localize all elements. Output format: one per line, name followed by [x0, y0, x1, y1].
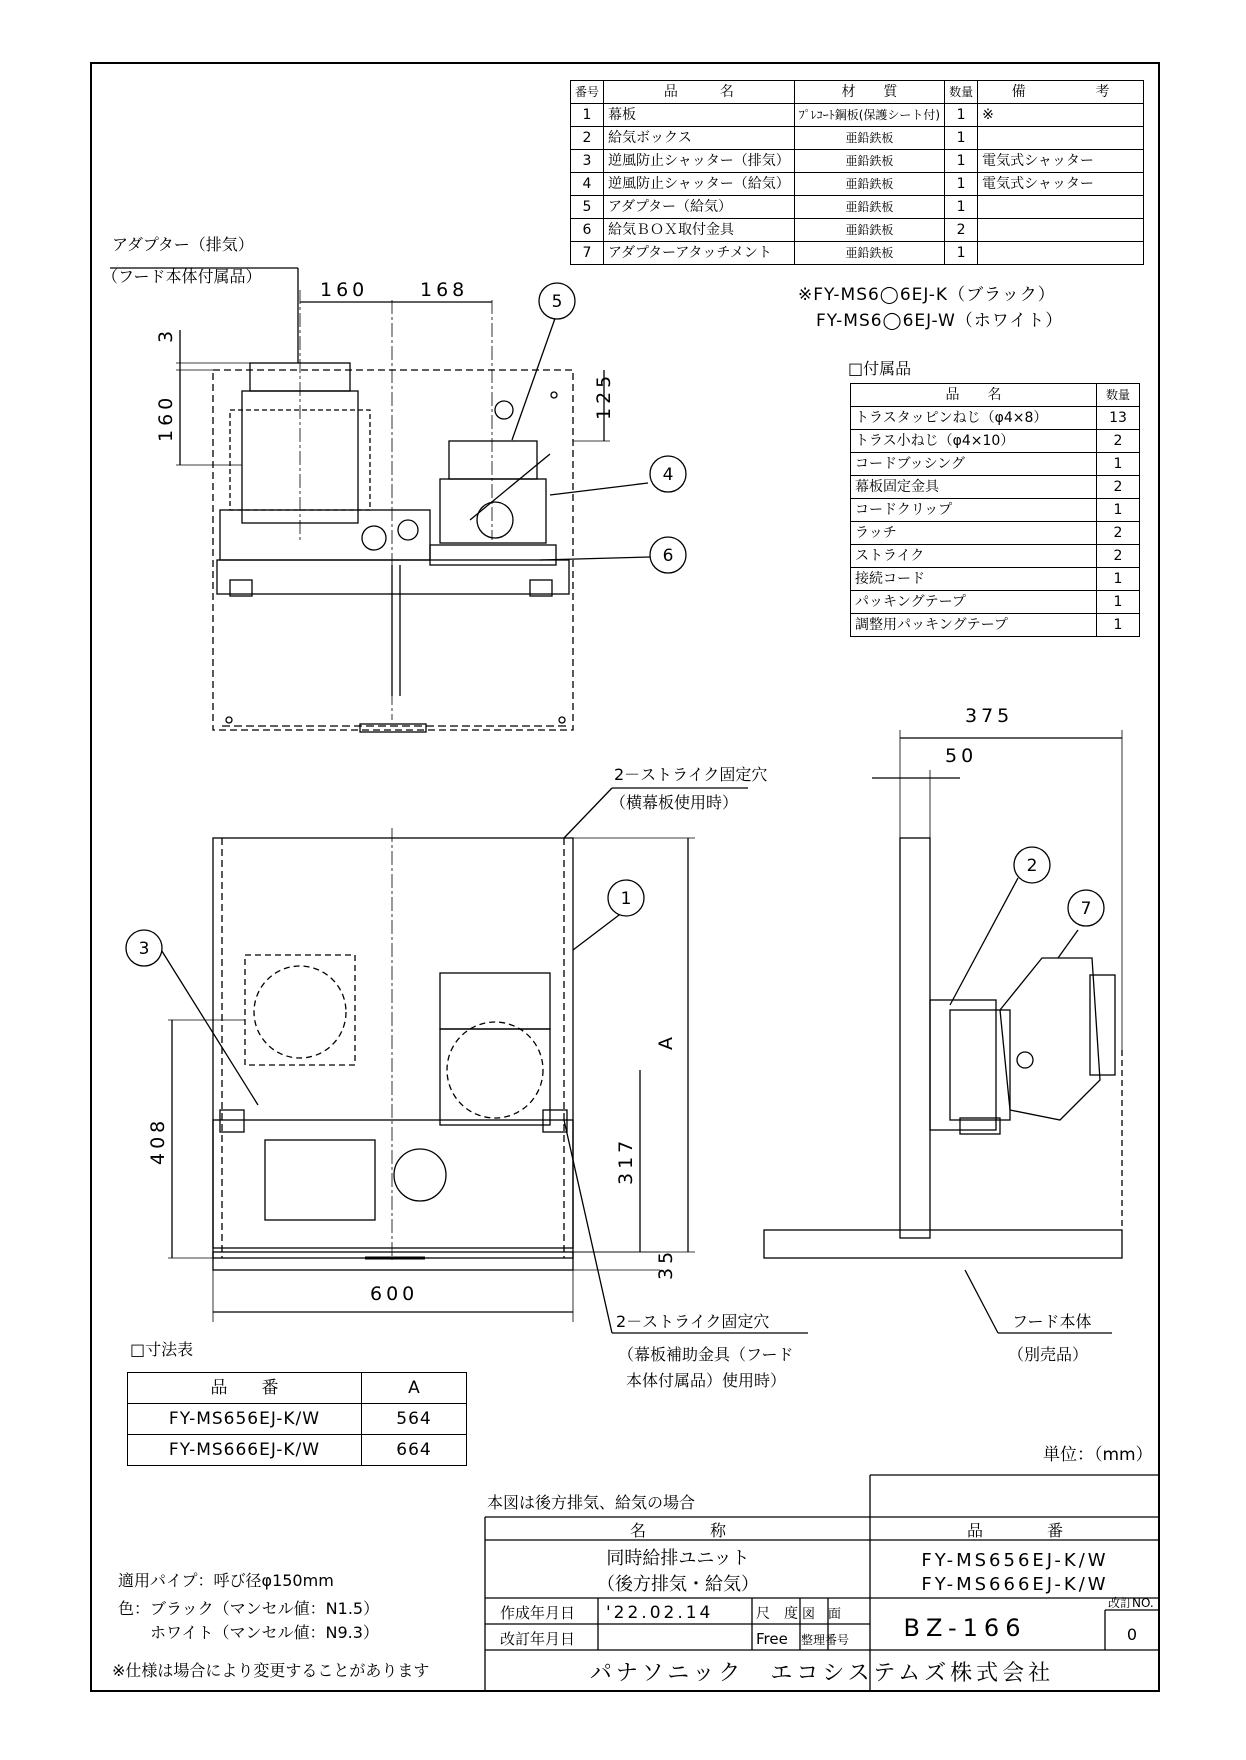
label-strike-hole-bottom: 2－ストライク固定穴 — [616, 1312, 770, 1331]
parts-no: 2 — [571, 127, 604, 150]
parts-no: 1 — [571, 104, 604, 127]
accessory-name: コードクリップ — [851, 499, 1097, 522]
callout-3: 3 — [138, 939, 150, 959]
accessory-qty: 1 — [1097, 614, 1140, 637]
parts-name: アダプターアタッチメント — [604, 242, 795, 265]
tb-rev-no: 0 — [1126, 1625, 1138, 1644]
acc-header-qty: 数量 — [1097, 384, 1140, 407]
parts-qty: 1 — [945, 127, 978, 150]
accessories-title: □付属品 — [848, 359, 912, 378]
dim-row-a: 564 — [362, 1404, 467, 1435]
tb-number-header: 品 番 — [966, 1521, 1064, 1540]
tb-name2: （後方排気・給気） — [597, 1574, 759, 1595]
tb-drawing-no: BZ-166 — [903, 1614, 1027, 1642]
tb-pn1: FY-MS656EJ-K/W — [921, 1550, 1109, 1571]
accessory-qty: 1 — [1097, 568, 1140, 591]
parts-header-no: 番号 — [571, 81, 604, 104]
parts-qty: 1 — [945, 173, 978, 196]
accessory-qty: 2 — [1097, 476, 1140, 499]
parts-qty: 1 — [945, 196, 978, 219]
dimension-table-title: □寸法表 — [130, 1340, 194, 1359]
accessory-qty: 2 — [1097, 430, 1140, 453]
label-unit: 単位：（mm） — [1043, 1445, 1153, 1465]
label-adapter-exhaust-sub: （フード本体付属品） — [102, 267, 262, 286]
dim-160-left: 160 — [155, 393, 177, 442]
dim-row-pn: FY-MS666EJ-K/W — [128, 1435, 362, 1466]
parts-header-remarks: 備 考 — [978, 81, 1144, 104]
dim-375: 375 — [965, 705, 1014, 727]
tb-name1: 同時給排ユニット — [606, 1548, 750, 1569]
parts-no: 7 — [571, 242, 604, 265]
label-strike-hole-top-sub: （横幕板使用時） — [610, 793, 739, 812]
parts-qty: 1 — [945, 242, 978, 265]
dim-header-a: A — [362, 1373, 467, 1404]
parts-material: 亜鉛鉄板 — [794, 150, 944, 173]
spec-disclaimer: ※仕様は場合により変更することがあります — [112, 1661, 430, 1680]
tb-drawing-label: 図 面 — [802, 1607, 842, 1622]
accessory-name: ストライク — [851, 545, 1097, 568]
parts-material: 亜鉛鉄板 — [794, 196, 944, 219]
dim-header-pn: 品 番 — [128, 1373, 362, 1404]
parts-no: 3 — [571, 150, 604, 173]
tb-name-header: 名 称 — [629, 1521, 727, 1540]
tb-pn2: FY-MS666EJ-K/W — [921, 1574, 1109, 1595]
label-strike-hole-bottom-sub2: 本体付属品）使用時） — [626, 1371, 787, 1390]
accessory-name: パッキングテープ — [851, 591, 1097, 614]
parts-header-qty: 数量 — [945, 81, 978, 104]
spec-color-black: 色：ブラック（マンセル値：N1.5） — [118, 1599, 380, 1618]
accessory-name: トラスタッピンねじ（φ4×8） — [851, 407, 1097, 430]
callout-2: 2 — [1026, 856, 1038, 876]
dim-a: A — [655, 1033, 677, 1050]
parts-no: 6 — [571, 219, 604, 242]
tb-created-value: '22.02.14 — [606, 1603, 714, 1623]
accessory-qty: 2 — [1097, 545, 1140, 568]
accessory-qty: 2 — [1097, 522, 1140, 545]
parts-remarks: 電気式シャッター — [978, 173, 1144, 196]
accessory-qty: 13 — [1097, 407, 1140, 430]
parts-material: 亜鉛鉄板 — [794, 127, 944, 150]
callout-4: 4 — [662, 465, 674, 485]
label-adapter-exhaust: アダプター（排気） — [112, 235, 254, 254]
callout-1: 1 — [620, 889, 632, 909]
parts-remarks: ※ — [978, 104, 1144, 127]
parts-header-name: 品 名 — [604, 81, 795, 104]
accessory-name: ラッチ — [851, 522, 1097, 545]
dim-125: 125 — [593, 371, 615, 420]
tb-rev-no-label: 改訂NO. — [1108, 1596, 1154, 1610]
tb-revised-label: 改訂年月日 — [500, 1630, 576, 1648]
parts-name: 逆風防止シャッター（排気） — [604, 150, 795, 173]
parts-header-material: 材 質 — [794, 81, 944, 104]
side-view — [764, 838, 1122, 1258]
dim-168: 168 — [420, 279, 469, 301]
dim-160-top: 160 — [320, 279, 369, 301]
parts-material: 亜鉛鉄板 — [794, 219, 944, 242]
label-hood-body: フード本体 — [1012, 1312, 1092, 1331]
parts-material: 亜鉛鉄板 — [794, 242, 944, 265]
accessory-name: コードブッシング — [851, 453, 1097, 476]
tb-company: パナソニック エコシステムズ株式会社 — [589, 1661, 1055, 1686]
color-note-k: ※FY-MS6◯6EJ-K（ブラック） — [798, 285, 1056, 305]
tb-created-label: 作成年月日 — [500, 1604, 576, 1622]
callout-6: 6 — [662, 546, 674, 566]
parts-no: 4 — [571, 173, 604, 196]
parts-material: ﾌﾟﾚｺｰﾄ鋼板(保護シート付) — [794, 104, 944, 127]
spec-color-white: ホワイト（マンセル値：N9.3） — [150, 1623, 379, 1642]
parts-name: 逆風防止シャッター（給気） — [604, 173, 795, 196]
parts-qty: 1 — [945, 104, 978, 127]
dim-row-a: 664 — [362, 1435, 467, 1466]
callout-7: 7 — [1080, 899, 1092, 919]
accessory-qty: 1 — [1097, 499, 1140, 522]
accessory-name: トラス小ねじ（φ4×10） — [851, 430, 1097, 453]
label-hood-body-sub: （別売品） — [1008, 1345, 1089, 1364]
label-strike-hole-top: 2－ストライク固定穴 — [614, 765, 768, 784]
parts-qty: 1 — [945, 150, 978, 173]
parts-no: 5 — [571, 196, 604, 219]
parts-name: 幕板 — [604, 104, 795, 127]
accessory-name: 調整用パッキングテープ — [851, 614, 1097, 637]
dim-317: 317 — [615, 1136, 637, 1185]
acc-header-name: 品 名 — [851, 384, 1097, 407]
accessory-qty: 1 — [1097, 453, 1140, 476]
parts-name: 給気ＢＯＸ取付金具 — [604, 219, 795, 242]
label-strike-hole-bottom-sub1: （幕板補助金具（フード — [618, 1345, 794, 1364]
dim-408: 408 — [147, 1116, 169, 1165]
color-note-w: FY-MS6◯6EJ-W（ホワイト） — [816, 311, 1064, 331]
accessory-name: 接続コード — [851, 568, 1097, 591]
tb-note: 本図は後方排気、給気の場合 — [487, 1493, 696, 1512]
parts-name: 給気ボックス — [604, 127, 795, 150]
tb-scale-label: 尺 度 — [756, 1606, 798, 1622]
dim-35: 35 — [655, 1247, 677, 1280]
dim-50: 50 — [945, 745, 978, 767]
callout-5: 5 — [551, 292, 563, 312]
dim-3: 3 — [155, 326, 177, 343]
spec-pipe: 適用パイプ：呼び径φ150mm — [118, 1571, 334, 1590]
accessory-qty: 1 — [1097, 591, 1140, 614]
front-view — [213, 838, 573, 1270]
accessory-name: 幕板固定金具 — [851, 476, 1097, 499]
parts-qty: 2 — [945, 219, 978, 242]
parts-remarks: 電気式シャッター — [978, 150, 1144, 173]
parts-material: 亜鉛鉄板 — [794, 173, 944, 196]
dim-row-pn: FY-MS656EJ-K/W — [128, 1404, 362, 1435]
parts-name: アダプター（給気） — [604, 196, 795, 219]
tb-drawing-label2: 整理番号 — [801, 1633, 850, 1647]
tb-scale-value: Free — [756, 1630, 788, 1648]
dim-600: 600 — [370, 1283, 419, 1305]
